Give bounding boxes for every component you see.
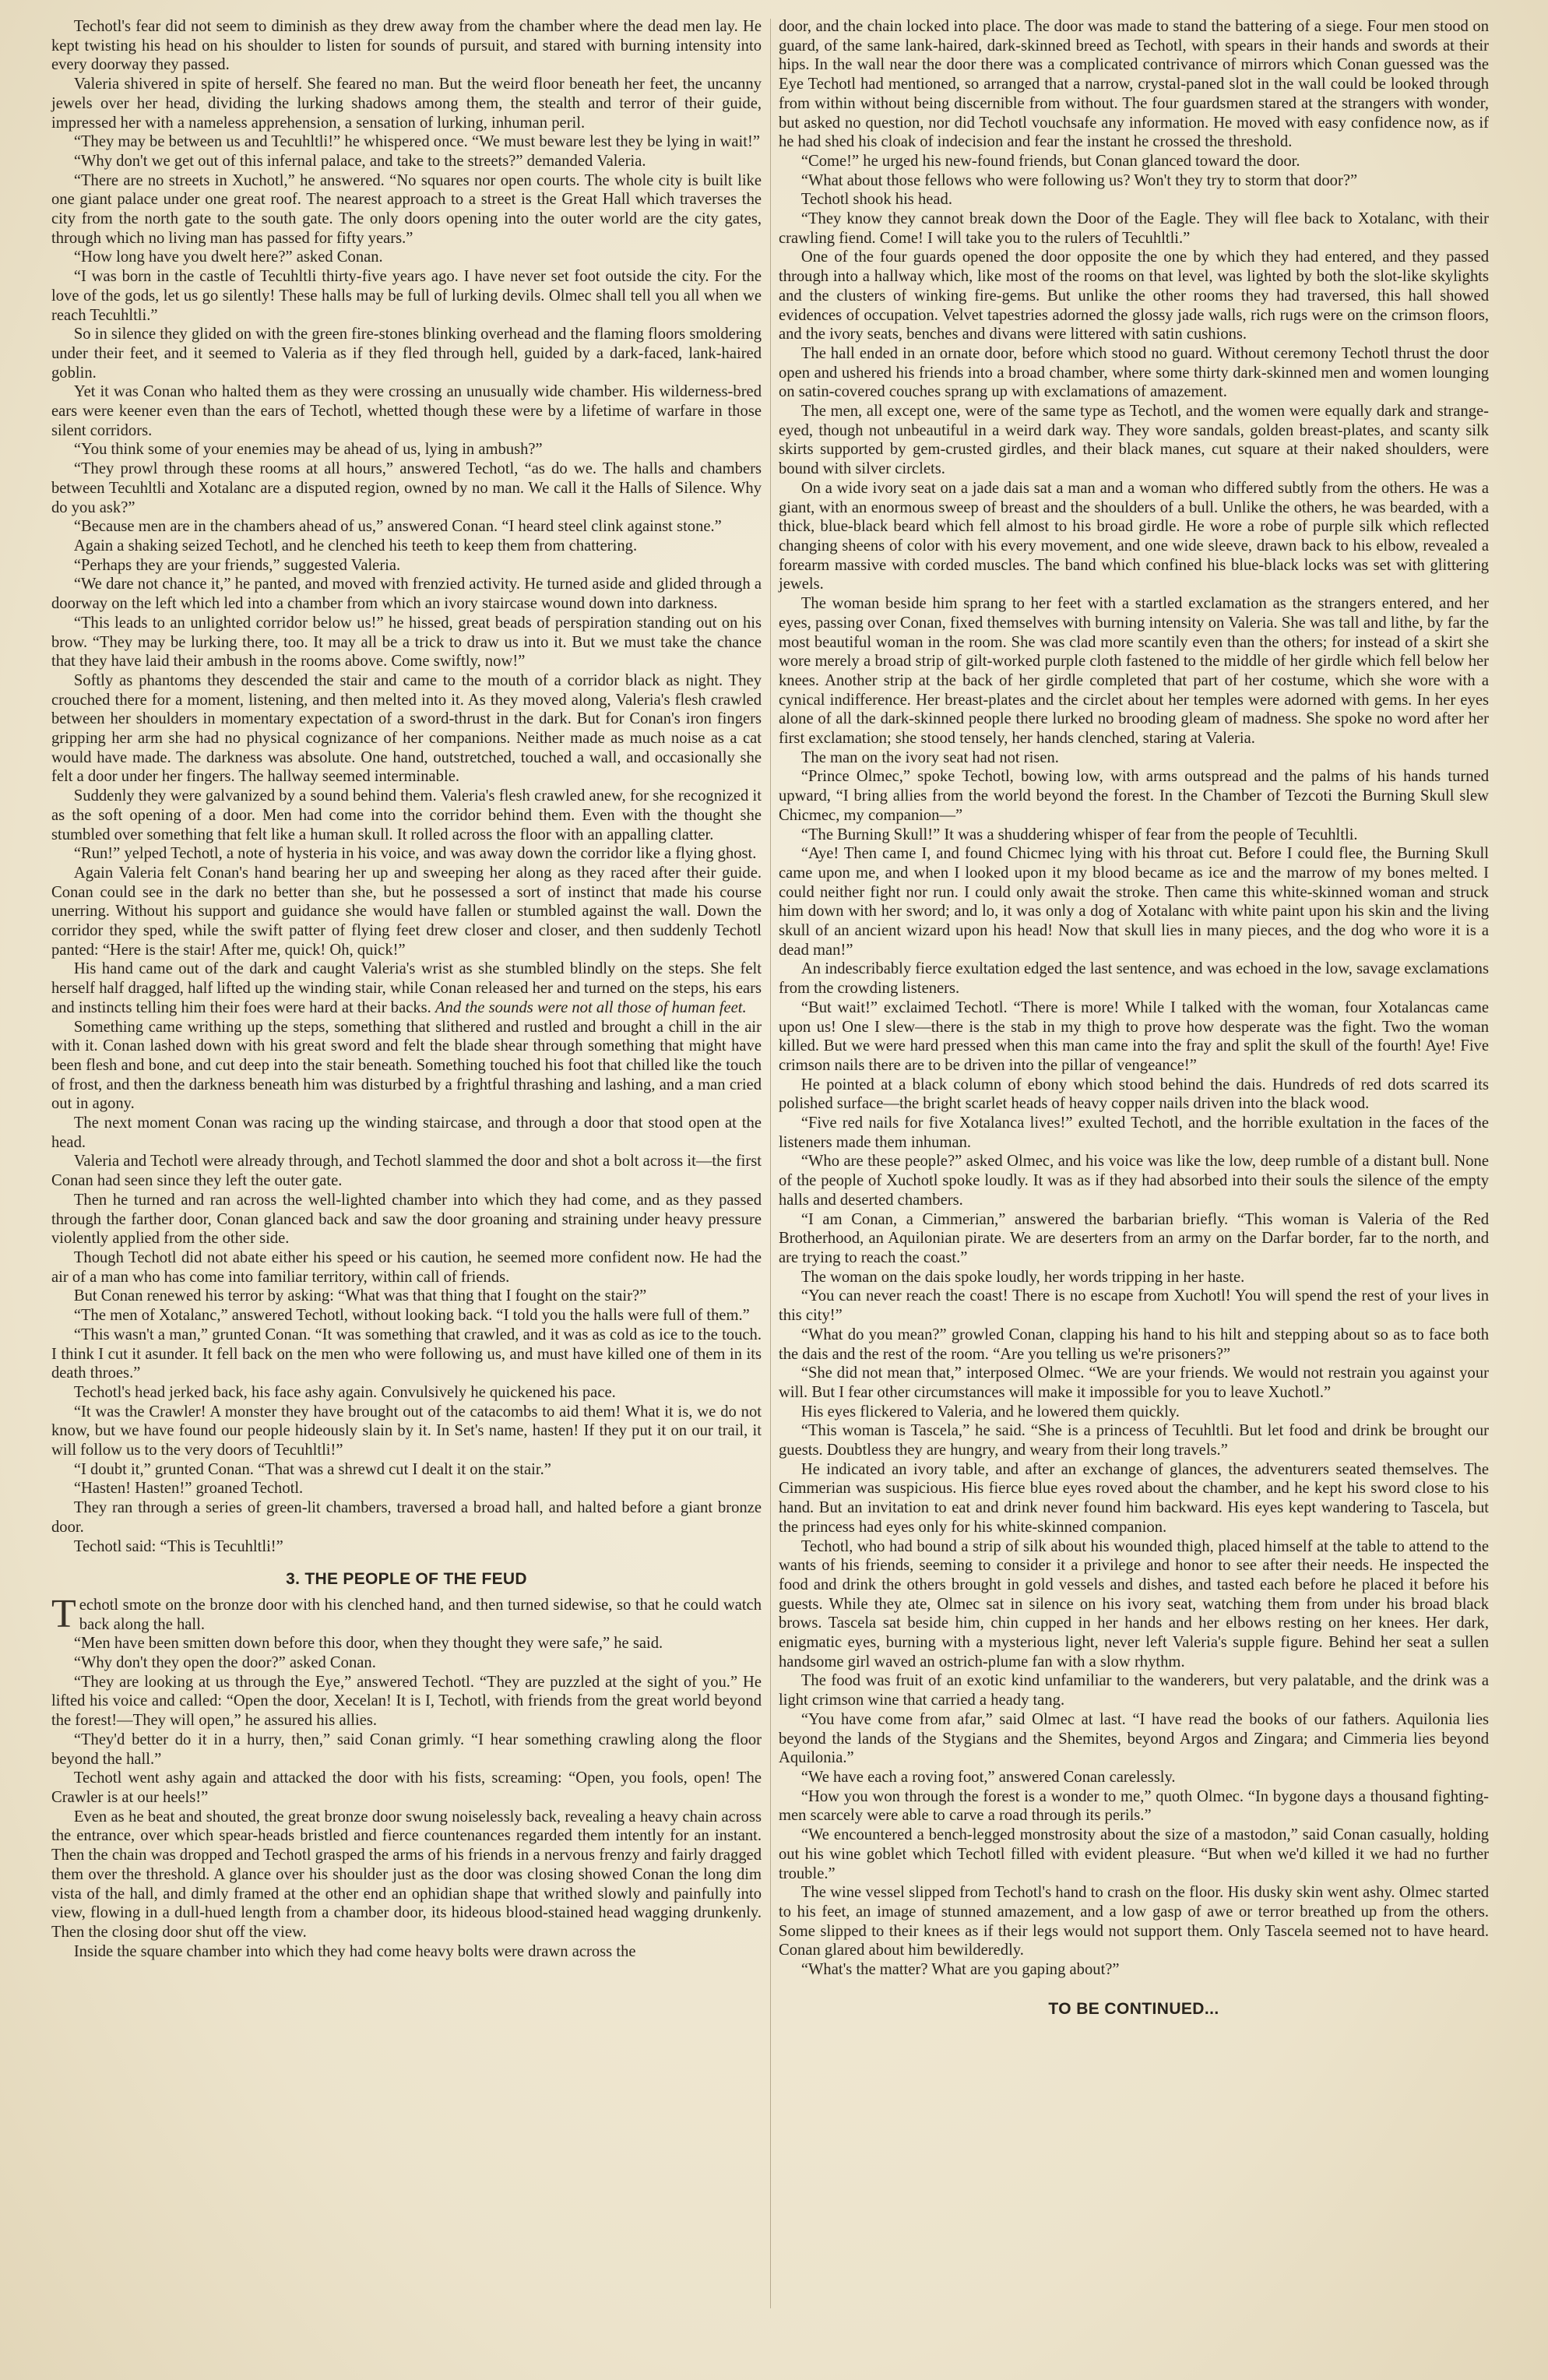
paragraph: Valeria and Techotl were already through, and Techotl slammed the door and shot a bolt across it—the first Conan had seen since they left the outer gate.: [51, 1153, 762, 1190]
paragraph: They ran through a series of green-lit chambers, traversed a broad hall, and halted before a giant bronze door.: [51, 1499, 762, 1536]
left-column: [51, 17, 762, 1961]
paragraph: “This woman is Tascela,” he said. “She is a princess of Tecuhltli. But let food and drink be brought our guests. Doubtless they are hungry, and weary from their long travels.”: [779, 1422, 1489, 1459]
paragraph: “This leads to an unlighted corridor below us!” he hissed, great beads of perspiration standing out on his brow. “They may be lurking there, too. It may all be a trick to draw us into it. But we must take the chance that they have laid their ambush in the rooms above. Come swiftly, now!”: [51, 614, 762, 671]
section-first-text: echotl smote on the bronze door with his clenched hand, and then turned sidewise, so that he could watch back along the hall.: [79, 1596, 762, 1633]
paragraph: “You have come from afar,” said Olmec at last. “I have read the books of our fathers. Aquilonia lies beyond the lands of the Stygians and the Shemites, beyond Argos and Zingara; and Cimmeria lies beyond Aquilonia.”: [779, 1710, 1489, 1767]
paragraph: “Men have been smitten down before this door, when they thought they were safe,” he said.: [73, 1635, 663, 1653]
paragraph: “They know they cannot break down the Door of the Eagle. They will flee back to Xotalanc, with their crawling fiend. Come! I will take you to the rulers of Tecuhltli.”: [779, 210, 1489, 247]
paragraph: On a wide ivory seat on a jade dais sat a man and a woman who differed subtly from the others. He was a giant, with an enormous sweep of breast and the shoulders of a bull. Unlike the others, he was bearded, with a thick, blue-black beard which fell almost to his broad girdle. He wore a robe of purple silk which reflected changing sheens of color with his every movement, and one wide sleeve, drawn back to his elbow, revealed a forearm massive with corded muscles. The band which confined his blue-black locks was set with glittering jewels.: [779, 479, 1489, 593]
drop-cap: T: [51, 1591, 76, 1636]
paragraph: “She did not mean that,” interposed Olmec. “We are your friends. We would not restrain you against your will. But I fear other circumstances will make it impossible for you to leave Xuchotl.”: [779, 1364, 1489, 1401]
paragraph: “Because men are in the chambers ahead of us,” answered Conan. “I heard steel clink against stone.”: [73, 518, 722, 536]
paragraph: Techotl's head jerked back, his face ashy again. Convulsively he quickened his pace.: [73, 1383, 616, 1401]
paragraph: The hall ended in an ornate door, before which stood no guard. Without ceremony Techotl thrust the door open and ushered his friends into a broad chamber, where some thirty dark-skinned men and women lounging on satin-covered couches sprang up with exclamations of amazement.: [779, 344, 1489, 401]
paragraph: Suddenly they were galvanized by a sound behind them. Valeria's flesh crawled anew, for she recognized it as the soft opening of a door. Men had come into the corridor behind them. Even with the thought she stumbled over something that felt like a human skull. It rolled across the floor with an appalling clatter.: [51, 787, 762, 843]
paragraph: “What do you mean?” growled Conan, clapping his hand to his hilt and stepping about so as to face both the dais and the rest of the room. “Are you telling us we're prisoners?”: [779, 1326, 1489, 1363]
paragraph: “I doubt it,” grunted Conan. “That was a shrewd cut I dealt it on the stair.”: [73, 1460, 551, 1478]
paragraph: Then he turned and ran across the well-lighted chamber into which they had come, and as they passed through the farther door, Conan glanced back and saw the door groaning and straining under heavy pressure violently applied from the other side.: [51, 1191, 762, 1248]
paragraph: “Hasten! Hasten!” groaned Techotl.: [73, 1480, 304, 1498]
right-column: [779, 17, 1489, 2019]
paragraph: “The men of Xotalanc,” answered Techotl, without looking back. “I told you the halls were full of them.”: [73, 1307, 750, 1325]
paragraph: “Prince Olmec,” spoke Techotl, bowing low, with arms outspread and the palms of his hands turned upward, “I bring allies from the world beyond the forest. In the Chamber of Tezcoti the Burning Skull slew Chicmec, my companion—”: [779, 768, 1489, 824]
paragraph: “Come!” he urged his new-found friends, but Conan glanced toward the door.: [800, 152, 1300, 170]
section-first-paragraph: [51, 1591, 762, 1636]
paragraph-text: His hand came out of the dark and caught Valeria's wrist as she stumbled blindly on the steps. She felt herself half dragged, half lifted up the winding stair, while Conan released her and turned on the steps, his ears and instincts telling him their foes were hard at their backs.: [51, 960, 762, 1016]
paragraph: Techotl said: “This is Tecuhltli!”: [73, 1537, 283, 1555]
paragraph: “They may be between us and Tecuhltli!” he whispered once. “We must beware lest they be lying in wait!”: [73, 133, 760, 151]
paragraph: “I am Conan, a Cimmerian,” answered the barbarian briefly. “This woman is Valeria of the Red Brotherhood, an Aquilonian pirate. We are deserters from an army on the Darfar border, far to the north, and are trying to reach the coast.”: [779, 1210, 1489, 1266]
paragraph: “We have each a roving foot,” answered Conan carelessly.: [800, 1768, 1176, 1786]
paragraph: He pointed at a black column of ebony which stood behind the dais. Hundreds of red dots scarred its polished surface—the bright scarlet heads of heavy copper nails driven into the black wood.: [779, 1076, 1489, 1113]
paragraph: One of the four guards opened the door opposite the one by which they had entered, and they passed through into a hallway which, like most of the rooms on that level, was lighted by both the slot-like skylights and the clusters of winking fire-gems. But unlike the other rooms they had traversed, this hall showed evidences of occupation. Velvet tapestries adorned the glossy jade walls, rich rugs were on the crimson floors, and the ivory seats, benches and divans were littered with satin cushions.: [779, 248, 1489, 343]
paragraph: So in silence they glided on with the green fire-stones blinking overhead and the flaming floors smoldering under their feet, and it seemed to Valeria as if they fled through hell, guided by a dark-faced, lank-haired goblin.: [51, 326, 762, 382]
paragraph: “I was born in the castle of Tecuhltli thirty-five years ago. I have never set foot outside the city. For the love of the gods, let us go silently! These halls may be full of lurking devils. Olmec shall tell you all when we reach Tecuhltli.”: [51, 268, 762, 324]
to-be-continued: TO BE CONTINUED...: [1048, 1999, 1219, 2018]
paragraph: “You can never reach the coast! There is no escape from Xuchotl! You will spend the rest of your lives in this city!”: [779, 1287, 1489, 1325]
paragraph: The woman beside him sprang to her feet with a startled exclamation as the strangers entered, and her eyes, passing over Conan, fixed themselves with burning intensity on Valeria. She was tall and lithe, by far the most beautiful woman in the room. She was clad more scantily even than the others; for instead of a skirt she wore merely a broad strip of gilt-worked purple cloth fastened to the middle of her girdle which fell below her knees. Another strip at the back of her girdle completed that part of her costume, which she wore with a cynical indifference. Her breast-plates and the circlet about her temples were adorned with gems. In her eyes alone of all the dark-skinned people there lurked no brooding gleam of madness. She spoke no word after her first exclamation; she stood tensely, her hands clenched, staring at Valeria.: [779, 595, 1489, 748]
paragraph: The men, all except one, were of the same type as Techotl, and the women were equally dark and strange-eyed, though not unbeautiful in a weird dark way. They wore sandals, golden breast-plates, and scanty silk skirts supported by gem-crusted girdles, and their black manes, cut square at their naked shoulders, were bound with silver circlets.: [779, 403, 1489, 478]
paragraph: Again a shaking seized Techotl, and he clenched his teeth to keep them from chattering.: [73, 537, 638, 555]
paragraph: He indicated an ivory table, and after an exchange of glances, the adventurers seated themselves. The Cimmerian was suspicious. His fierce blue eyes roved about the chamber, and he kept his sword close to his hand. But an invitation to eat and drink never found him backward. His eyes kept wandering to Tascela, but the princess had eyes only for his white-skinned companion.: [779, 1460, 1489, 1536]
paragraph: “Who are these people?” asked Olmec, and his voice was like the low, deep rumble of a distant bull. None of the people of Xuchotl spoke loudly. It was as if they had absorbed into their souls the silence of the empty halls and deserted chambers.: [779, 1153, 1489, 1209]
paragraph: “How long have you dwelt here?” asked Conan.: [73, 248, 383, 266]
paragraph: But Conan renewed his terror by asking: “What was that thing that I fought on the stair?”: [73, 1287, 647, 1305]
paragraph: door, and the chain locked into place. The door was made to stand the battering of a siege. Four men stood on guard, of the same lank-haired, dark-skinned breed as Techotl, with spears in their hands and swords at their hips. In the wall near the door there was a complicated contrivance of mirrors which Conan guessed was the Eye Techotl had mentioned, so arranged that a narrow, crystal-paned slot in the wall could be looked through from within without being discernible from without. The four guardsmen stared at the strangers with wonder, but asked no question, nor did Techotl vouchsafe any information. He moved with easy confidence now, as if he had shed his cloak of indecision and fear the instant he crossed the threshold.: [779, 18, 1489, 151]
paragraph: “Why don't they open the door?” asked Conan.: [73, 1654, 376, 1672]
paragraph: His eyes flickered to Valeria, and he lowered them quickly.: [800, 1403, 1180, 1421]
paragraph: Techotl's fear did not seem to diminish as they drew away from the chamber where the dead men lay. He kept twisting his head on his shoulder to listen for sounds of pursuit, and stared with burning intensity into every doorway they passed.: [51, 18, 762, 74]
paragraph: Inside the square chamber into which they had come heavy bolts were drawn across the: [73, 1942, 636, 1960]
paragraph: The woman on the dais spoke loudly, her words tripping in her haste.: [800, 1268, 1245, 1286]
paragraph: “We encountered a bench-legged monstrosity about the size of a mastodon,” said Conan casually, holding out his wine goblet which Techotl filled with evident pleasure. “But when we'd killed it we had no further trouble.”: [779, 1826, 1489, 1882]
paragraph: “What's the matter? What are you gaping about?”: [800, 1961, 1120, 1979]
paragraph: An indescribably fierce exultation edged the last sentence, and was echoed in the low, savage exclamations from the crowding listeners.: [779, 960, 1489, 998]
paragraph: “How you won through the forest is a wonder to me,” quoth Olmec. “In bygone days a thousand fighting-men scarcely were able to carve a road through its perils.”: [779, 1787, 1489, 1825]
paragraph: “They prowl through these rooms at all hours,” answered Techotl, “as do we. The halls and chambers between Tecuhltli and Xotalanc are a disputed region, owned by no man. We call it the Halls of Silence. Why do you ask?”: [51, 460, 762, 516]
paragraph: “It was the Crawler! A monster they have brought out of the catacombs to aid them! What it is, we do not know, but we have found our people hideously slain by it. In Set's name, hasten! If they put it on our trail, it will follow us to the very doors of Tecuhltli!”: [51, 1403, 762, 1459]
section-heading: 3. THE PEOPLE OF THE FEUD: [286, 1570, 527, 1589]
paragraph: Softly as phantoms they descended the stair and came to the mouth of a corridor black as night. They crouched there for a moment, listening, and then melted into it. As they moved along, Valeria's flesh crawled between her shoulders in momentary expectation of a sword-thrust in the dark. But for Conan's iron fingers gripping her arm she had no physical cognizance of her companions. Neither made as much noise as a cat would have made. The darkness was absolute. One hand, outstretched, touched a wall, and occasionally she felt a door under her fingers. The hallway seemed interminable.: [51, 671, 762, 786]
paragraph: Something came writhing up the steps, something that slithered and rustled and brought a chill in the air with it. Conan lashed down with his great sword and felt the blade shear through something that might have been flesh and bone, and cut deep into the stair beneath. Something touched his foot that chilled like the touch of frost, and then the darkness beneath him was disturbed by a frightful thrashing and lashing, and a man cried out in agony.: [51, 1018, 762, 1113]
paragraph: “The Burning Skull!” It was a shuddering whisper of fear from the people of Tecuhltli.: [800, 826, 1358, 843]
italic-sentence: And the sounds were not all those of human feet.: [434, 998, 747, 1016]
paragraph: Even as he beat and shouted, the great bronze door swung noiselessly back, revealing a heavy chain across the entrance, over which spear-heads bristled and fierce countenances regarded them intently for an instant. Then the chain was dropped and Techotl grasped the arms of his friends in a nervous frenzy and fairly dragged them over the threshold. A glance over his shoulder just as the door was closing showed Conan the long dim vista of the hall, and dimly framed at the other end an ophidian shape that writhed slowly and painfully into view, flowing in a dull-hued length from a chamber door, its hideous blood-stained head wagging drunkenly. Then the closing door shut off the view.: [51, 1808, 762, 1941]
paragraph: “This wasn't a man,” grunted Conan. “It was something that crawled, and it was as cold as ice to the touch. I think I cut it asunder. It fell back on the men who were following us, and must have killed one of them in its death throes.”: [51, 1326, 762, 1382]
paragraph: “Aye! Then came I, and found Chicmec lying with his throat cut. Before I could flee, the Burning Skull came upon me, and when I looked upon it my blood became as ice and the marrow of my bones melted. I could neither fight nor run. I could only await the stroke. Then came this white-skinned woman and struck him down with her sword; and lo, it was only a dog of Xotalanc with white paint upon his skin and the living skull of an ancient wizard upon his head! Now that skull lies in many pieces, and the dog who wore it is a dead man!”: [779, 845, 1489, 959]
paragraph: The food was fruit of an exotic kind unfamiliar to the wanderers, but very palatable, and the drink was a light crimson wine that carried a heady tang.: [779, 1672, 1489, 1709]
paragraph: “You think some of your enemies may be ahead of us, lying in ambush?”: [73, 441, 543, 459]
paragraph: Again Valeria felt Conan's hand bearing her up and sweeping her along as they raced after their guide. Conan could see in the dark no better than she, but he possessed a sort of instinct that made his course unerring. Without his support and guidance she would have fallen or stumbled against the wall. Down the corridor they sped, while the swift patter of flying feet drew closer and closer, and then suddenly Techotl panted: “Here is the stair! After me, quick! Oh, quick!”: [51, 864, 762, 959]
paragraph: “Run!” yelped Techotl, a note of hysteria in his voice, and was away down the corridor like a flying ghost.: [73, 845, 757, 863]
paragraph: Techotl shook his head.: [800, 191, 952, 209]
paragraph: “They'd better do it in a hurry, then,” said Conan grimly. “I hear something crawling along the floor beyond the hall.”: [51, 1730, 762, 1768]
paragraph: The next moment Conan was racing up the winding staircase, and through a door that stood open at the head.: [51, 1114, 762, 1151]
paragraph: “What about those fellows who were following us? Won't they try to storm that door?”: [800, 171, 1358, 189]
paragraph: Yet it was Conan who halted them as they were crossing an unusually wide chamber. His wilderness-bred ears were keener even than the ears of Techotl, whetted though these were by a lifetime of warfare in those silent corridors.: [51, 383, 762, 439]
paragraph: Though Techotl did not abate either his speed or his caution, he seemed more confident now. He had the air of a man who has come into familiar territory, within call of friends.: [51, 1249, 762, 1286]
paragraph: “But wait!” exclaimed Techotl. “There is more! While I talked with the woman, four Xotalancas came upon us! One I slew—there is the stab in my thigh to prove how desperate was the fight. Two the woman killed. But we were hard pressed when this man came into the fray and split the skull of the fourth! Aye! Five crimson nails there are to be driven into the pillar of vengeance!”: [779, 998, 1489, 1074]
paragraph: Valeria shivered in spite of herself. She feared no man. But the weird floor beneath her feet, the uncanny jewels over her head, dividing the lurking shadows among them, the stealth and terror of their guide, impressed her with a nameless apprehension, a sensation of lurking, inhuman peril.: [51, 76, 762, 132]
paragraph: The wine vessel slipped from Techotl's hand to crash on the floor. His dusky skin went ashy. Olmec started to his feet, an image of stunned amazement, and a low gasp of awe or terror breathed up from the others. Some slipped to their knees as if their legs would not support them. Only Tascela seemed not to have heard. Conan glared about him bewilderedly.: [779, 1884, 1489, 1959]
paragraph: [51, 959, 762, 1017]
paragraph: The man on the ivory seat had not risen.: [800, 748, 1059, 766]
paragraph: Techotl, who had bound a strip of silk about his wounded thigh, placed himself at the table to attend to the wants of his friends, seeming to consider it a privilege and honor to see after their needs. He inspected the food and drink the others brought in gold vessels and dishes, and tasted each before he placed it before his guests. While they ate, Olmec sat in silence on his ivory seat, watching them from under his broad black brows. Tascela sat beside him, chin cupped in her hands and her elbows resting on her knees. Her dark, enigmatic eyes, burning with a mysterious light, never left Valeria's supple figure. Behind her seat a sullen handsome girl waved an ostrich-plume fan with a slow rhythm.: [779, 1537, 1489, 1671]
paragraph: “Perhaps they are your friends,” suggested Valeria.: [73, 556, 401, 574]
paragraph: “They are looking at us through the Eye,” answered Techotl. “They are puzzled at the sight of you.” He lifted his voice and called: “Open the door, Xecelan! It is I, Techotl, with friends from the great world beyond the forest!—They will open,” he assured his allies.: [51, 1673, 762, 1730]
paragraph: Techotl went ashy again and attacked the door with his fists, screaming: “Open, you fools, open! The Crawler is at our heels!”: [51, 1769, 762, 1806]
paragraph: “Why don't we get out of this infernal palace, and take to the streets?” demanded Valeria.: [73, 152, 646, 170]
column-divider: [770, 19, 771, 2308]
paragraph: “Five red nails for five Xotalanca lives!” exulted Techotl, and the horrible exultation in the faces of the listeners made them inhuman.: [779, 1114, 1489, 1151]
paragraph: “We dare not chance it,” he panted, and moved with frenzied activity. He turned aside and glided through a doorway on the left which led into a chamber from which an ivory staircase wound down into darkness.: [51, 576, 762, 613]
paragraph: “There are no streets in Xuchotl,” he answered. “No squares nor open courts. The whole city is built like one giant palace under one great roof. The nearest approach to a street is the Great Hall which traverses the city from the north gate to the south gate. The only doors opening into the outer world are the city gates, through which no living man has passed for fifty years.”: [51, 171, 762, 247]
